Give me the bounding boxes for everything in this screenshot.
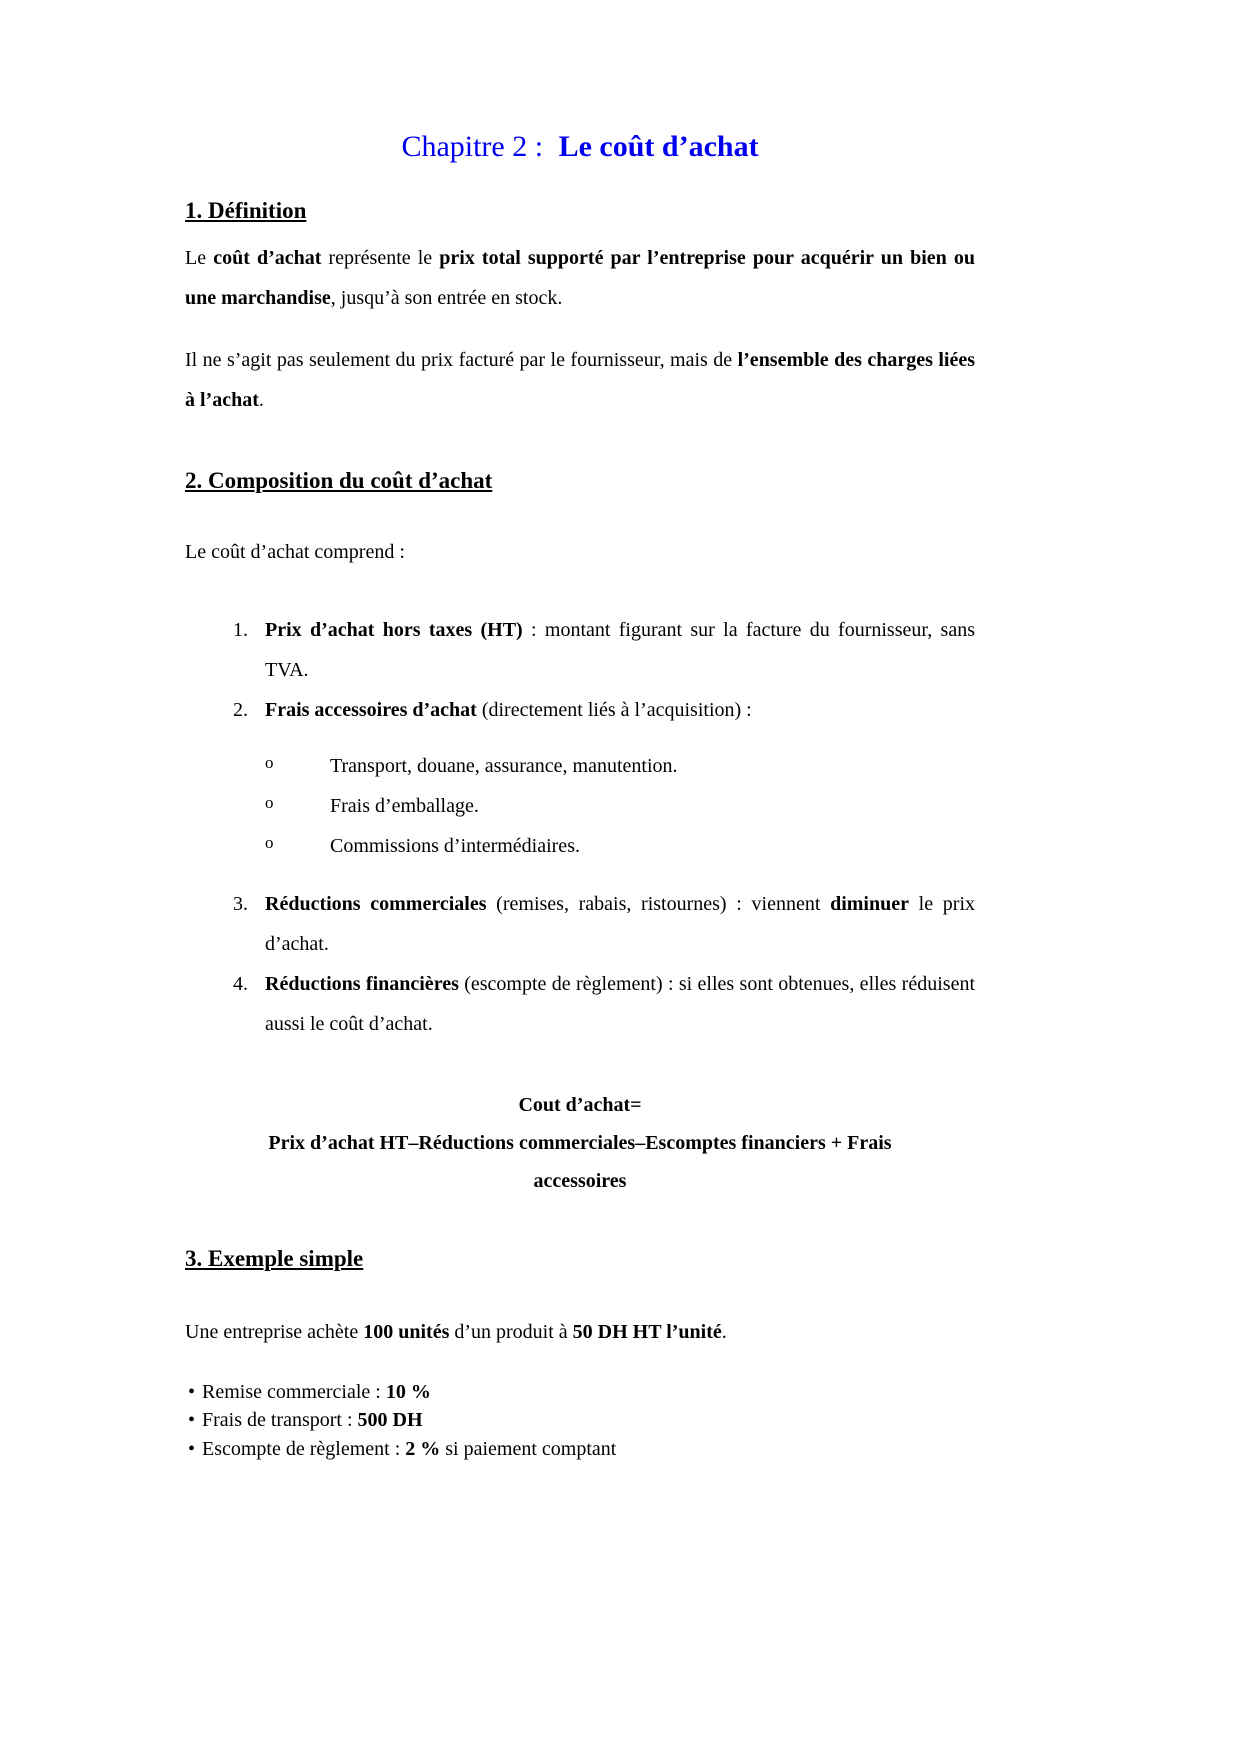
text-segment-bold: prix total supporté par l’entreprise pour acquérir un bien ou une marchandise	[185, 247, 975, 309]
section-heading-definition: 1. Définition	[185, 198, 307, 223]
bullet-marker: •	[188, 1381, 196, 1403]
text-segment: Il ne s’agit pas seulement du prix facturé par le fournisseur, mais de	[185, 349, 738, 371]
item-text	[265, 884, 975, 964]
bullet-text	[202, 1435, 975, 1463]
text-segment-bold: Réductions financières	[265, 973, 459, 995]
section-heading-composition: 2. Composition du coût d’achat	[185, 468, 493, 493]
example-bullet-list	[185, 1378, 975, 1463]
text-segment-bold: Prix d’achat hors taxes (HT)	[265, 619, 523, 641]
definition-paragraph-1	[185, 238, 975, 318]
item-number: 2.	[233, 699, 248, 721]
text-segment: : montant figurant sur la facture du fournisseur, sans TVA.	[265, 619, 976, 681]
text-segment: si paiement comptant	[440, 1437, 617, 1460]
text-segment: Frais de transport :	[202, 1409, 358, 1432]
sub-bullet-item	[185, 786, 975, 826]
numbered-item-4	[185, 964, 975, 1044]
text-segment-bold: 500 DH	[357, 1409, 423, 1432]
definition-paragraph-2	[185, 340, 975, 420]
text-segment-bold: 10 %	[385, 1381, 431, 1403]
item-text	[265, 690, 975, 730]
text-segment: , jusqu’à son entrée en stock.	[330, 287, 563, 309]
item-number: 3.	[233, 893, 248, 915]
text-segment: .	[721, 1321, 727, 1343]
text-segment: (remises, rabais, ristournes) : viennent	[486, 893, 831, 915]
text-segment: (escompte de règlement) : si elles sont obtenues, elles réduisent aussi le coût d’achat.	[265, 973, 975, 1035]
item-text	[265, 964, 975, 1044]
text-segment-bold: coût d’achat	[213, 247, 322, 269]
bullet-item	[185, 1406, 975, 1434]
text-segment: le prix d’achat.	[265, 893, 976, 955]
sub-item-text: Frais d’emballage.	[330, 795, 479, 817]
text-segment-bold: 100 unités	[363, 1321, 450, 1343]
numbered-item-2	[185, 690, 975, 730]
chapter-title-main: Le coût d’achat	[558, 130, 759, 163]
text-segment: représente le	[321, 247, 440, 269]
item-text	[265, 610, 975, 690]
chapter-title-prefix: Chapitre 2 :	[401, 130, 551, 163]
text-segment: Escompte de règlement :	[202, 1437, 406, 1460]
composition-intro: Le coût d’achat comprend :	[185, 541, 405, 563]
text-segment-bold: Frais accessoires d’achat	[265, 699, 477, 721]
bullet-text	[202, 1378, 975, 1406]
sub-bullet-item	[185, 826, 975, 866]
text-segment: Le	[185, 247, 214, 269]
text-segment-bold: 50 DH HT l’unité	[572, 1321, 722, 1343]
bullet-marker: •	[188, 1409, 196, 1432]
sub-item-text: Transport, douane, assurance, manutention.	[330, 755, 678, 777]
text-segment: Remise commerciale :	[202, 1381, 386, 1403]
formula-line-3: accessoires	[533, 1170, 627, 1192]
numbered-item-1	[185, 610, 975, 690]
text-segment-bold: Réductions commerciales	[265, 893, 487, 915]
numbered-item-3	[185, 884, 975, 964]
example-paragraph	[185, 1312, 975, 1352]
text-segment-bold: 2 %	[405, 1437, 441, 1460]
sub-item-text: Commissions d’intermédiaires.	[330, 835, 580, 857]
text-segment: Une entreprise achète	[185, 1321, 364, 1343]
bullet-text	[202, 1406, 975, 1434]
text-segment: .	[258, 389, 264, 411]
text-segment: d’un produit à	[449, 1321, 573, 1343]
text-segment-bold: l’ensemble des charges liées à l’achat	[185, 349, 975, 411]
circle-bullet-marker: o	[265, 833, 274, 852]
sub-bullet-list	[185, 746, 975, 866]
sub-bullet-item	[185, 746, 975, 786]
formula-block	[185, 1086, 975, 1200]
bullet-item	[185, 1378, 975, 1406]
bullet-item	[185, 1435, 975, 1463]
item-number: 4.	[233, 973, 248, 995]
chapter-title	[185, 130, 975, 164]
formula-line-2: Prix d’achat HT–Réductions commerciales–Escomptes financiers + Frais	[268, 1132, 892, 1154]
item-number: 1.	[233, 619, 248, 641]
text-segment: (directement liés à l’acquisition) :	[476, 699, 752, 721]
formula-line-1: Cout d’achat=	[518, 1094, 642, 1116]
circle-bullet-marker: o	[265, 753, 274, 772]
text-segment-bold: diminuer	[830, 893, 909, 915]
bullet-marker: •	[188, 1437, 196, 1460]
section-heading-example: 3. Exemple simple	[185, 1246, 364, 1271]
circle-bullet-marker: o	[265, 793, 274, 812]
